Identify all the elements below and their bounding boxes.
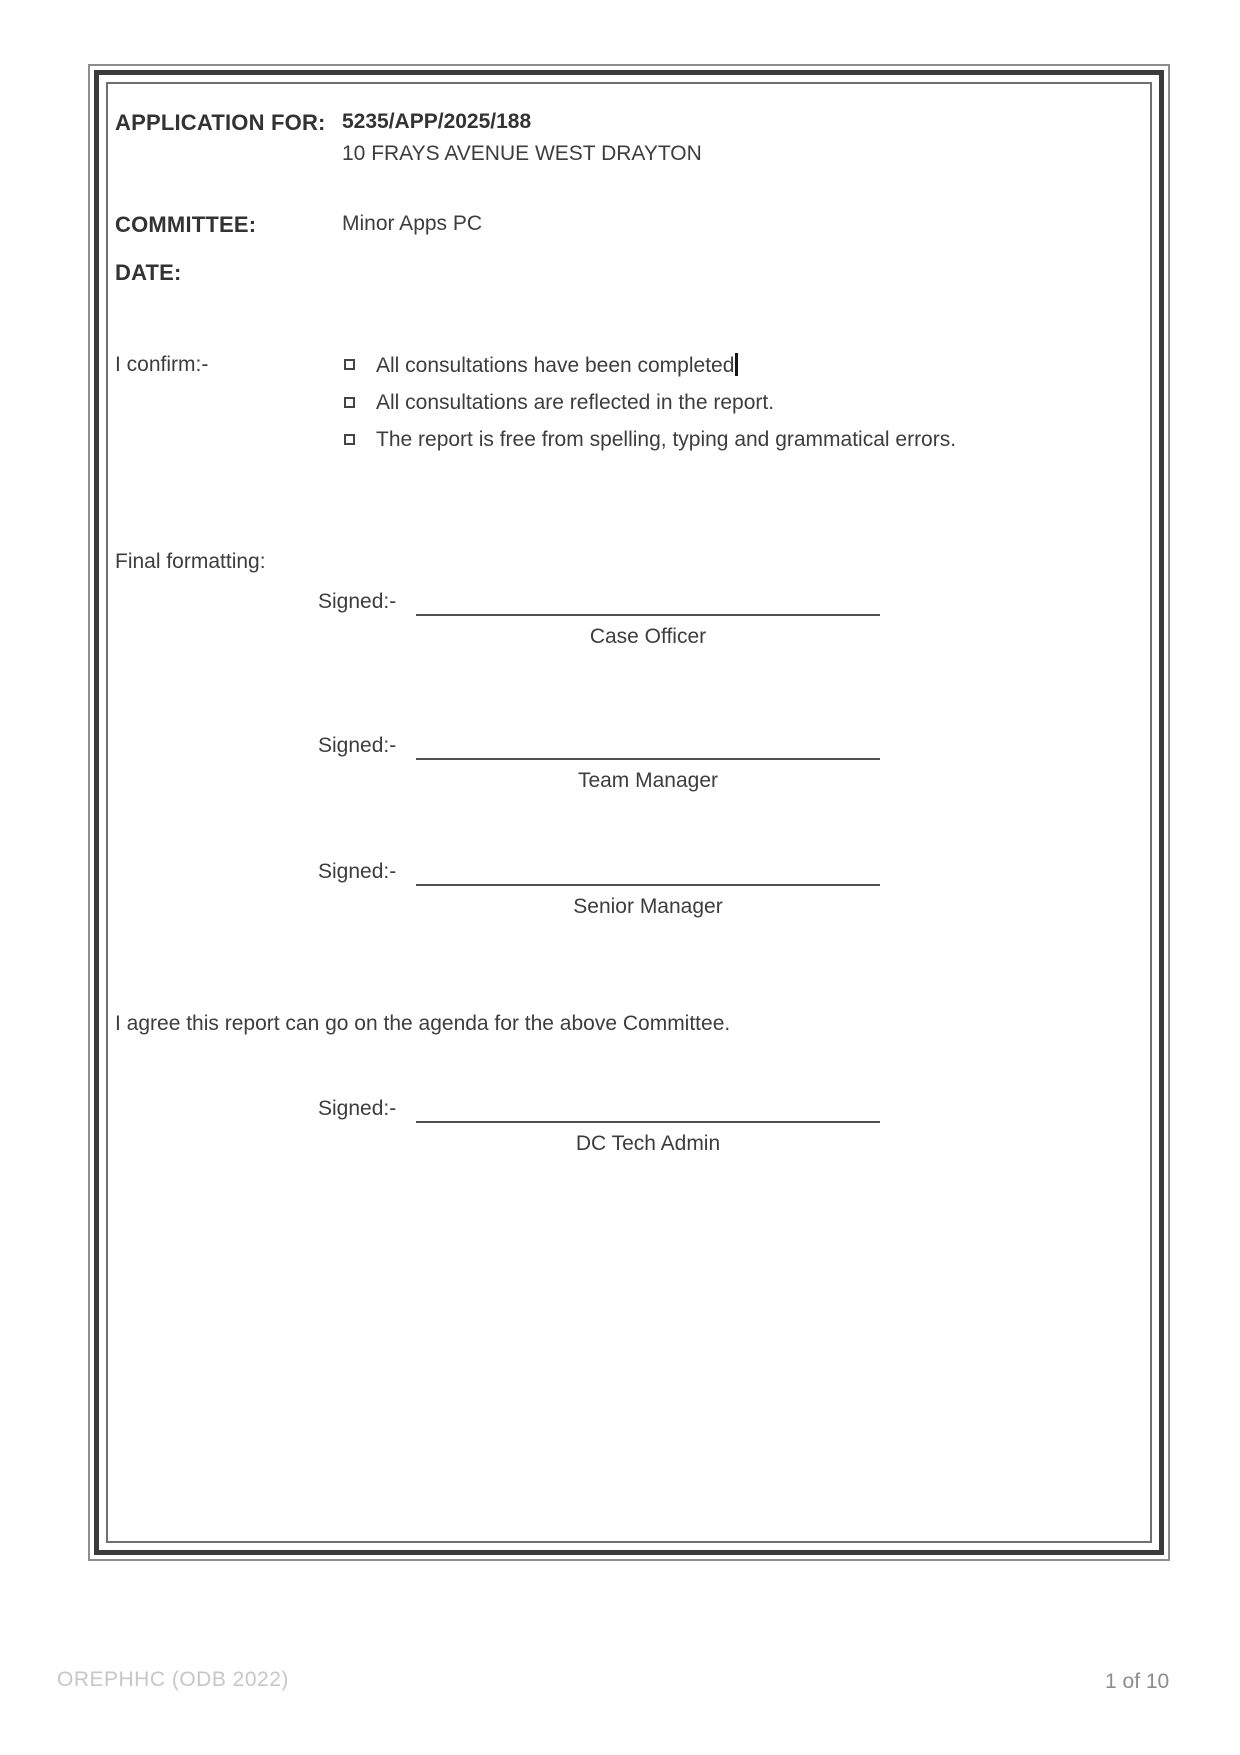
confirm-item-text: The report is free from spelling, typing and grammatical errors. [376,428,957,451]
page-frame-thick-rule [94,70,1164,1555]
signed-label: Signed:- [318,1097,397,1120]
signature-line [416,588,880,616]
signature-block-dc-tech-admin [318,1095,880,1156]
signature-block-case-officer [318,588,880,649]
page-frame-outer-rule [88,64,1170,1561]
date-label: DATE: [115,260,182,285]
confirm-item [342,353,956,378]
confirm-label: I confirm:- [115,353,209,376]
text-cursor-artifact [735,353,738,376]
final-formatting-label: Final formatting: [115,550,266,573]
confirm-item [342,428,956,452]
signature-row [318,588,880,616]
confirm-item-text: All consultations are reflected in the report. [376,391,775,414]
committee-label: COMMITTEE: [115,212,257,237]
agreement-statement: I agree this report can go on the agenda for the above Committee. [115,1012,731,1035]
signature-role: Case Officer [589,625,707,648]
signature-line [416,732,880,760]
application-for-value [342,110,702,166]
committee-value: Minor Apps PC [342,212,483,235]
confirm-bullet-list [342,353,956,465]
confirm-item-text: All consultations have been completed [376,354,735,377]
application-for-label: APPLICATION FOR: [115,110,326,135]
footer-page-number: 1 of 10 [1105,1670,1170,1693]
signature-block-senior-manager [318,858,880,919]
signed-label: Signed:- [318,860,397,883]
signature-row [318,732,880,760]
square-bullet-icon [344,434,355,445]
application-reference: 5235/APP/2025/188 [342,110,532,133]
signature-line [416,858,880,886]
signature-row [318,1095,880,1123]
footer-doc-code: OREPHHC (ODB 2022) [57,1668,289,1691]
application-for-row [115,110,1075,166]
signature-role: DC Tech Admin [575,1132,721,1155]
signature-row [318,858,880,886]
confirm-item [342,391,956,415]
committee-row [115,212,1075,238]
square-bullet-icon [344,397,355,408]
application-address: 10 FRAYS AVENUE WEST DRAYTON [342,142,702,165]
signature-role: Senior Manager [573,895,723,918]
date-row [115,260,1075,286]
page-frame-inner-rule [106,82,1152,1543]
square-bullet-icon [344,359,355,370]
signed-label: Signed:- [318,734,397,757]
signature-line [416,1095,880,1123]
signature-role: Team Manager [577,769,719,792]
signed-label: Signed:- [318,590,397,613]
signature-block-team-manager [318,732,880,793]
confirm-section [115,353,1115,465]
